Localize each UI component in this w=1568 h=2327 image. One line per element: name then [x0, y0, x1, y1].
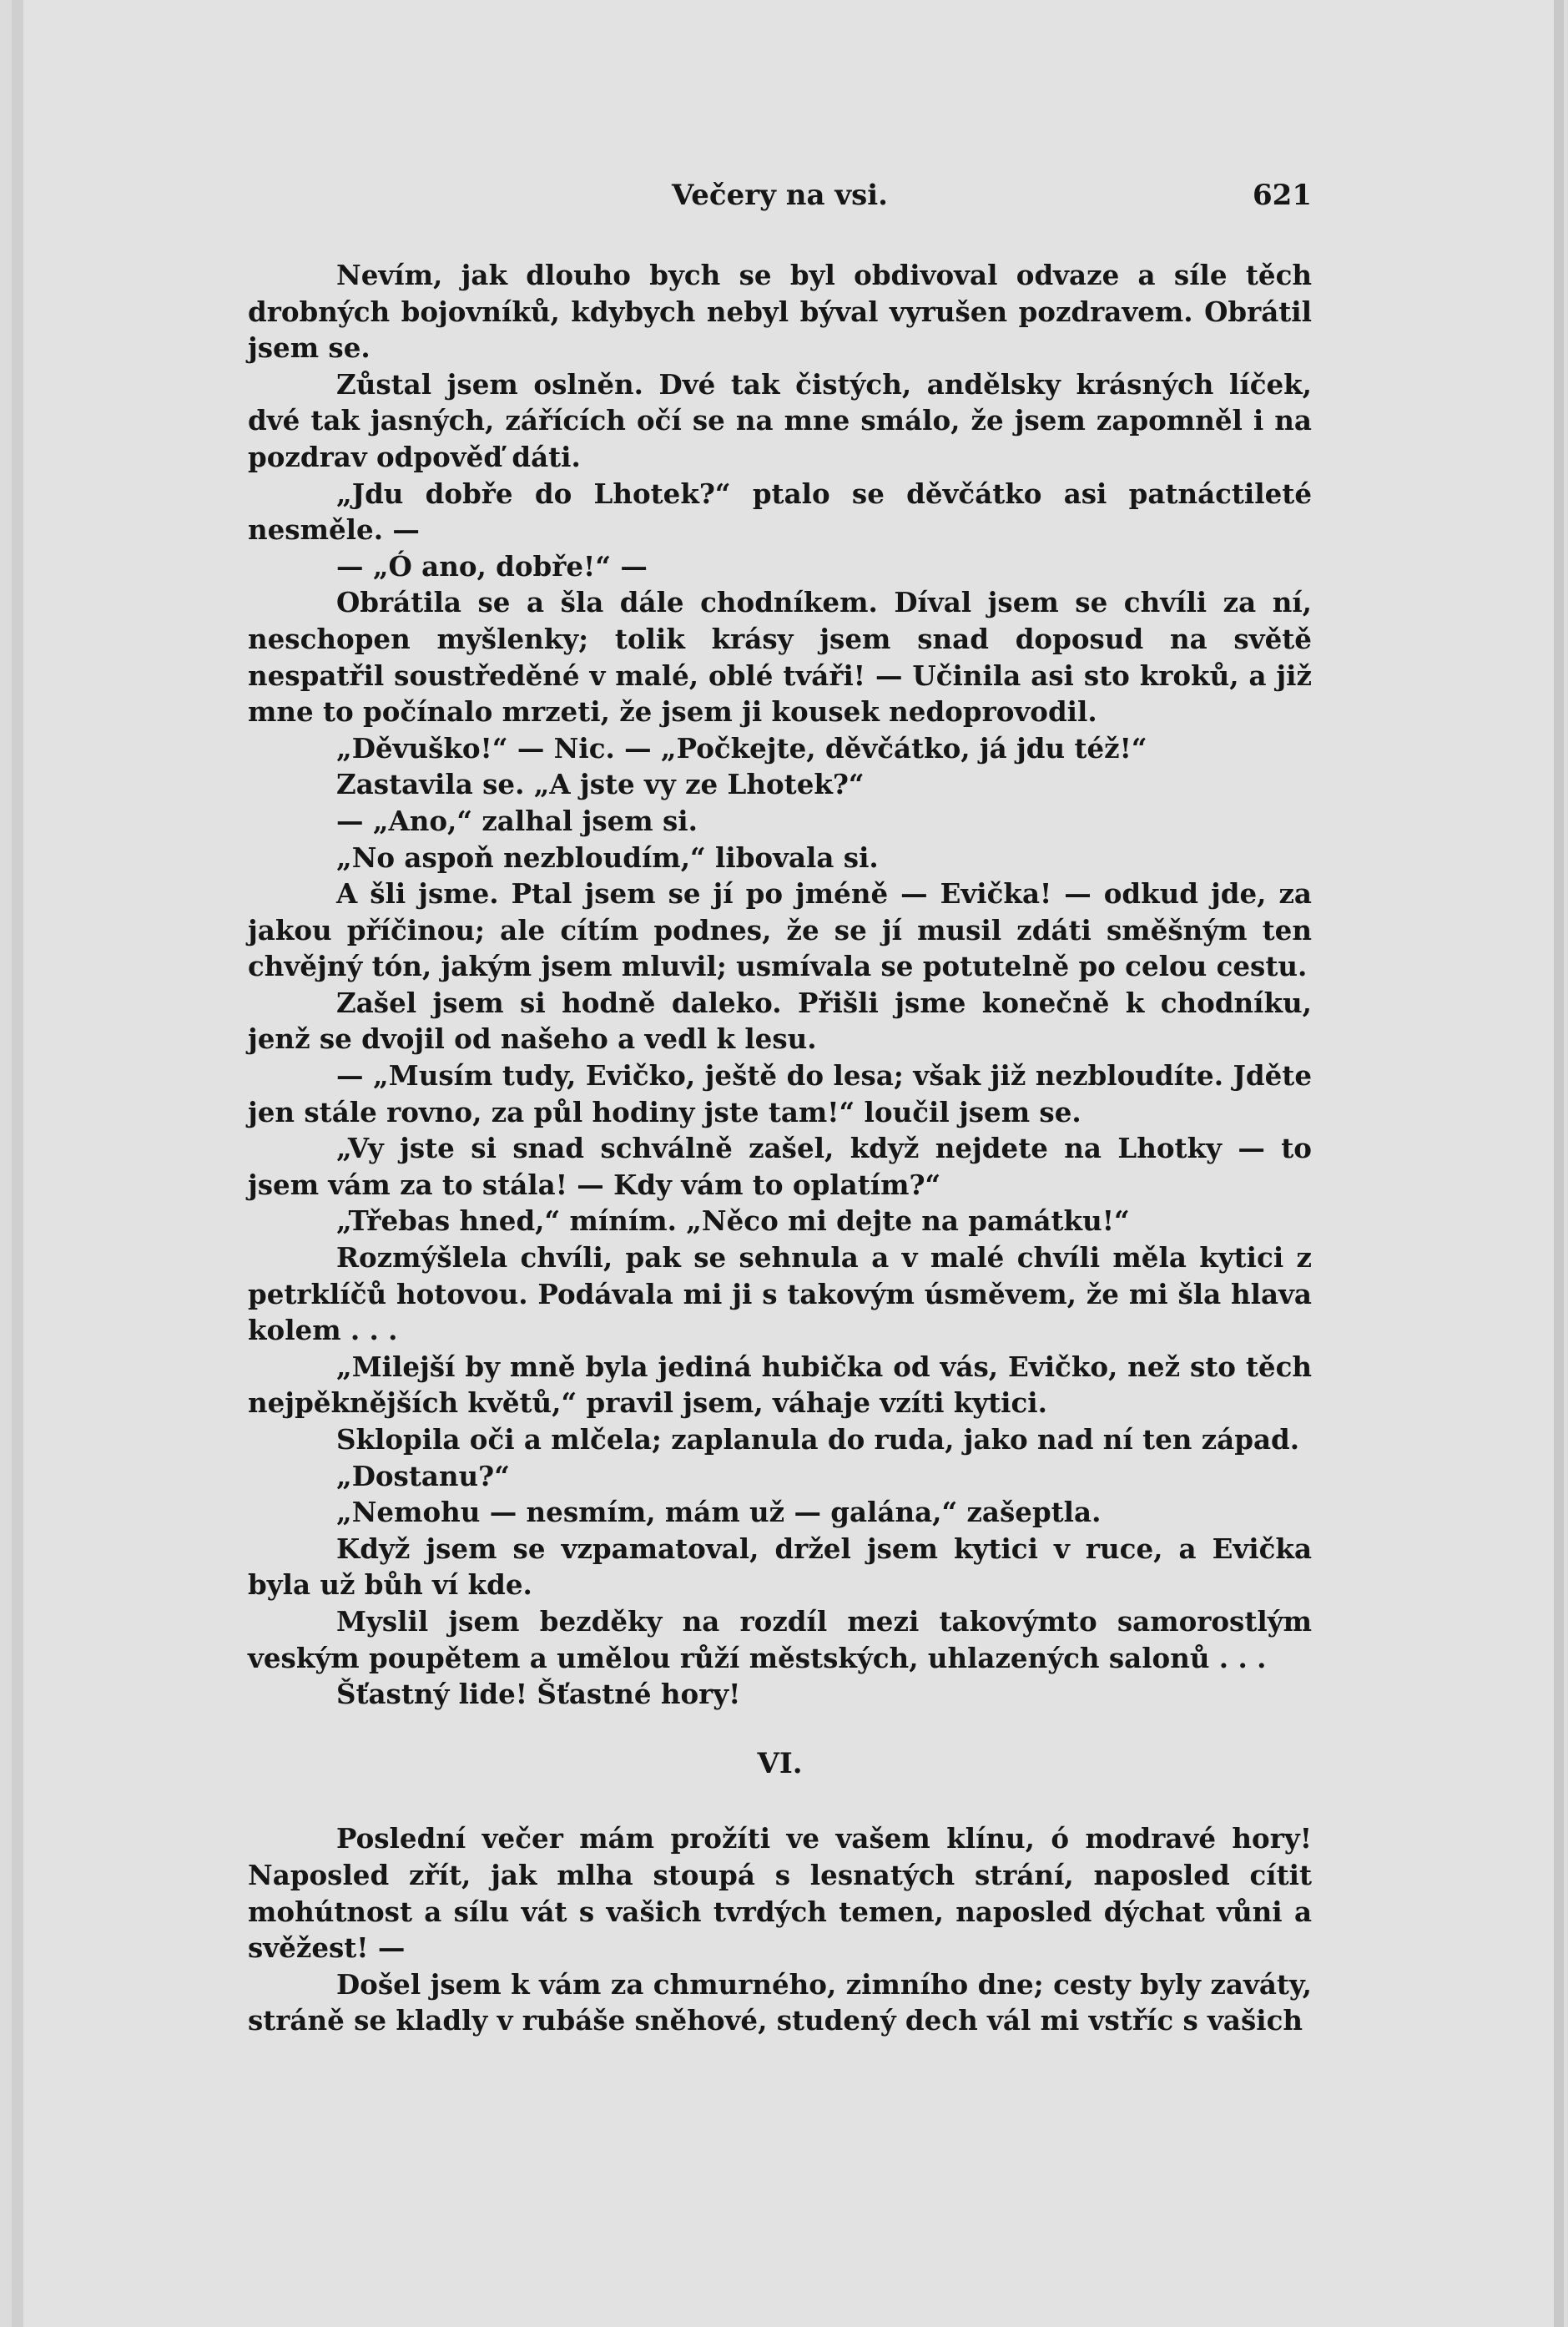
paragraph: „Jdu dobře do Lhotek?“ ptalo se děvčátko asi patnáctileté nesměle. — — [248, 477, 1312, 547]
paragraph: Rozmýšlela chvíli, pak se sehnula a v malé chvíli měla kytici z petrklíčů hotovou. Podávala mi ji s takovým úsměvem, že mi šla hlava kolem . . . — [248, 1241, 1312, 1347]
paragraph: Šťastný lide! Šťastné hory! — [336, 1678, 741, 1711]
section-heading: VI. — [757, 1746, 803, 1780]
paragraph: „Dostanu?“ — [336, 1459, 510, 1492]
paragraph: „No aspoň nezbloudím,“ libovala si. — [336, 840, 879, 874]
paragraph: „Milejší by mně byla jediná hubička od vás, Evičko, než sto těch nejpěknějších květů,“ pravil jsem, váhaje vzíti kytici. — [248, 1350, 1312, 1420]
paragraph: Obrátila se a šla dále chodníkem. Díval jsem se chvíli za ní, neschopen myšlenky; tolik krásy jsem snad doposud na světě nespatřil soustředěné v malé, oblé tváři! — Učinila asi sto kroků, a již mne to počínalo mrzeti, že jsem ji kousek nedoprovodil. — [248, 586, 1312, 729]
paragraph: „Třebas hned,“ míním. „Něco mi dejte na památku!“ — [336, 1204, 1130, 1238]
paragraph: Myslil jsem bezděky na rozdíl mezi takovýmto samorostlým veským poupětem a umělou růží městských, uhlazených salonů . . . — [248, 1604, 1312, 1674]
book-page — [12, 0, 1564, 2327]
page-left-edge — [12, 0, 23, 2327]
running-header — [248, 174, 1312, 217]
body-text — [248, 257, 1312, 2039]
running-title: Večery na vsi. — [672, 179, 888, 212]
paragraph: Zůstal jsem oslněn. Dvé tak čistých, andělsky krásných líček, dvé tak jasných, zářících očí se na mne smálo, že jsem zapomněl i na pozdrav odpověď dáti. — [248, 367, 1312, 473]
paragraph: A šli jsme. Ptal jsem se jí po jméně — Evička! — odkud jde, za jakou příčinou; ale cítím podnes, že se jí musil zdáti směšným ten chvějný tón, jakým jsem mluvil; usmívala se potutelně po celou cestu. — [248, 877, 1312, 983]
paragraph: — „Musím tudy, Evičko, ještě do lesa; však již nezbloudíte. Jděte jen stále rovno, za půl hodiny jste tam!“ loučil jsem se. — [248, 1059, 1312, 1128]
paragraph: Nevím, jak dlouho bych se byl obdivoval odvaze a síle těch drobných bojovníků, kdybych nebyl býval vyrušen pozdravem. Obrátil jsem se. — [248, 259, 1312, 365]
paragraph: Poslední večer mám prožíti ve vašem klínu, ó modravé hory! Naposled zřít, jak mlha stoupá s lesnatých strání, naposled cítit mohútnost a sílu vát s vašich tvrdých temen, naposled dýchat vůni a svěžest! — — [248, 1822, 1312, 1965]
page-right-edge — [1554, 0, 1564, 2327]
paragraph: Zastavila se. „A jste vy ze Lhotek?“ — [336, 768, 865, 801]
paragraph: — „Ó ano, dobře!“ — — [336, 549, 648, 583]
paragraph: Došel jsem k vám za chmurného, zimního dne; cesty byly zaváty, stráně se kladly v rubáše sněhové, studený dech vál mi vstříc s vašich — [248, 1967, 1312, 2037]
paragraph: — „Ano,“ zalhal jsem si. — [336, 804, 698, 837]
paragraph: Sklopila oči a mlčela; zaplanula do ruda, jako nad ní ten západ. — [336, 1423, 1300, 1456]
paragraph: „Vy jste si snad schválně zašel, když nejdete na Lhotky — to jsem vám za to stála! — Kdy vám to oplatím?“ — [248, 1132, 1312, 1201]
page-number: 621 — [1253, 179, 1312, 212]
paragraph: „Nemohu — nesmím, mám už — galána,“ zašeptla. — [336, 1496, 1102, 1529]
paragraph: Když jsem se vzpamatoval, držel jsem kytici v ruce, a Evička byla už bůh ví kde. — [248, 1532, 1312, 1602]
paragraph: Zašel jsem si hodně daleko. Přišli jsme konečně k chodníku, jenž se dvojil od našeho a vedl k lesu. — [248, 986, 1312, 1056]
paragraph: „Děvuško!“ — Nic. — „Počkejte, děvčátko, já jdu též!“ — [336, 731, 1147, 765]
